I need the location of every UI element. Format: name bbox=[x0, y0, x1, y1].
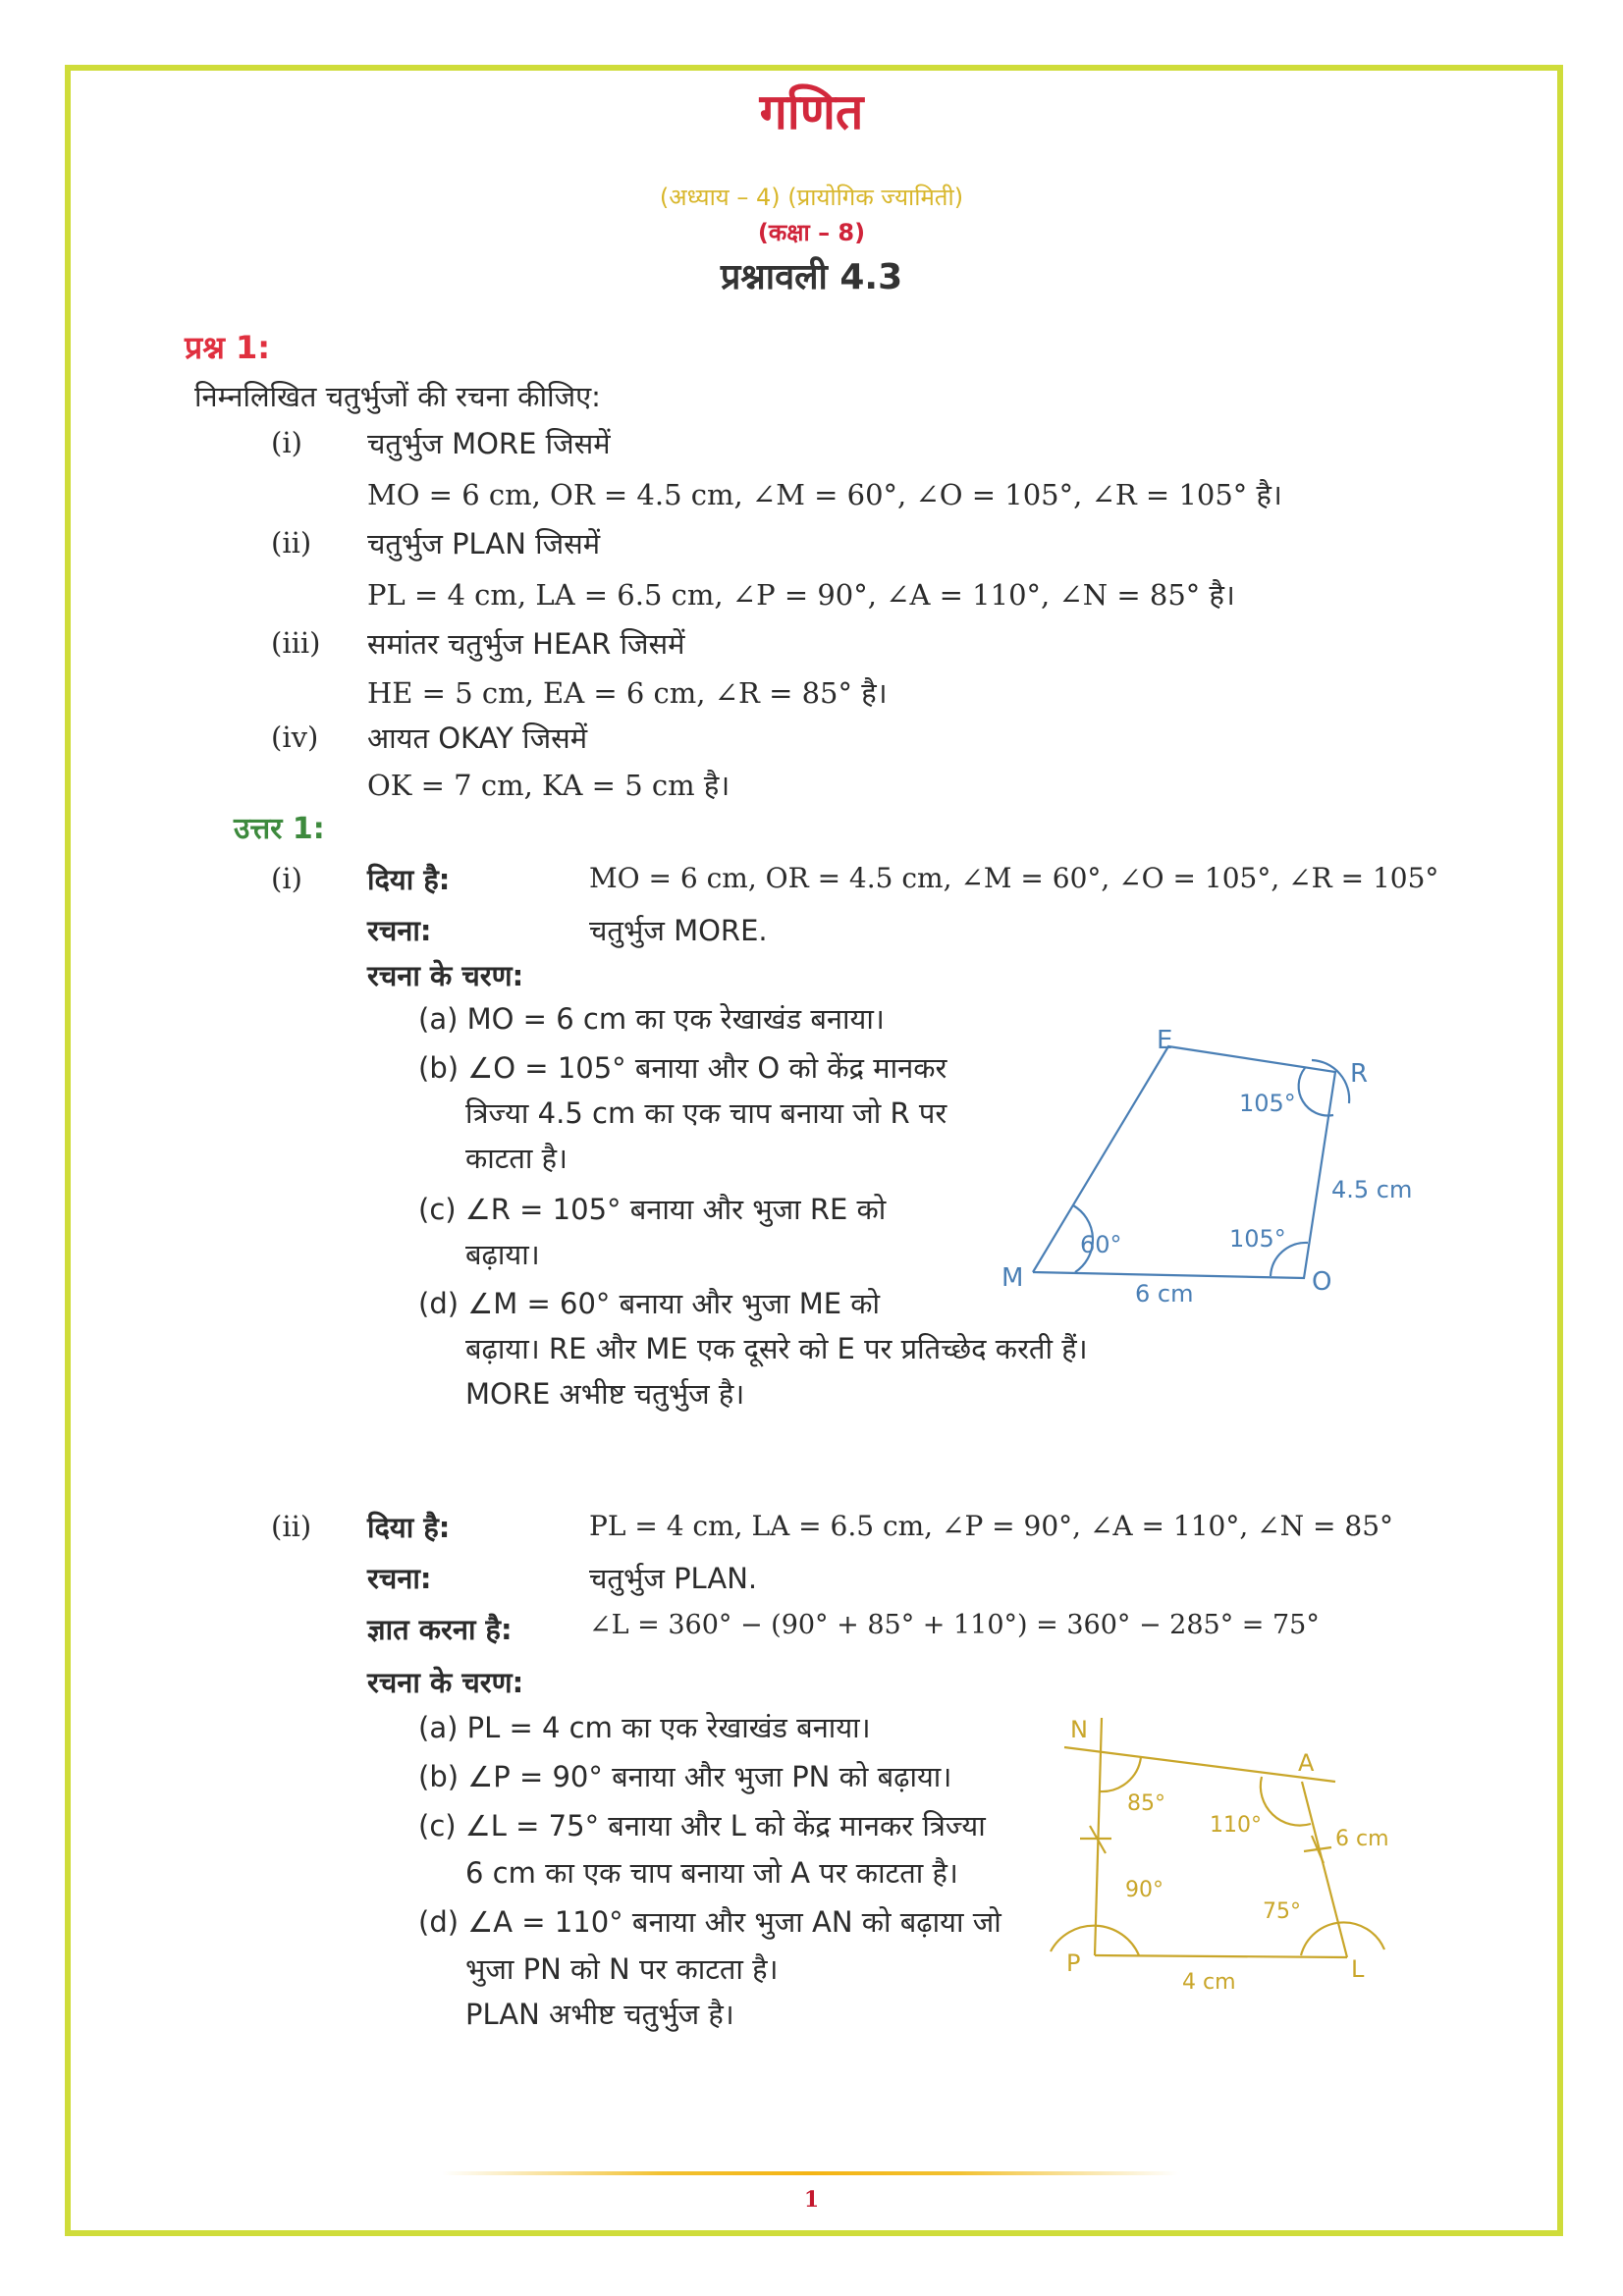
question-part-title: समांतर चतुर्भुज HEAR जिसमें bbox=[367, 627, 685, 661]
construction-value: चतुर्भुज PLAN. bbox=[589, 1562, 758, 1595]
question-part-title: चतुर्भुज MORE जिसमें bbox=[367, 427, 611, 460]
question-part-detail: HE = 5 cm, EA = 6 cm, ∠R = 85° है। bbox=[367, 676, 888, 710]
to-find-label: ज्ञात करना है: bbox=[367, 1613, 513, 1646]
answer-part-num: (i) bbox=[271, 862, 302, 895]
question-part-detail: PL = 4 cm, LA = 6.5 cm, ∠P = 90°, ∠A = 110°, ∠N = 85° है। bbox=[367, 578, 1235, 612]
construction-label: रचना: bbox=[367, 914, 432, 947]
construction-step: MORE अभीष्ट चतुर्भुज है। bbox=[465, 1377, 745, 1411]
chapter-subtitle: (अध्याय – 4) (प्रायोगिक ज्यामिती) bbox=[659, 184, 964, 211]
angle-label-n: 85° bbox=[1127, 1791, 1165, 1816]
side-label-la: 6 cm bbox=[1335, 1827, 1389, 1851]
vertex-label-l: L bbox=[1351, 1955, 1365, 1983]
steps-label: रचना के चरण: bbox=[367, 1666, 524, 1699]
answer-part-num: (ii) bbox=[271, 1510, 312, 1543]
question-heading: प्रश्न 1: bbox=[185, 329, 271, 366]
construction-step: (a) MO = 6 cm का एक रेखाखंड बनाया। bbox=[418, 1002, 885, 1036]
question-part-num: (ii) bbox=[271, 526, 312, 560]
class-label: (कक्षा – 8) bbox=[757, 219, 866, 246]
vertex-label-m: M bbox=[1001, 1263, 1024, 1293]
construction-step: (a) PL = 4 cm का एक रेखाखंड बनाया। bbox=[418, 1711, 871, 1744]
construction-step: (c) ∠R = 105° बनाया और भुजा RE को bbox=[418, 1193, 887, 1226]
given-value: PL = 4 cm, LA = 6.5 cm, ∠P = 90°, ∠A = 110°, ∠N = 85° bbox=[589, 1510, 1394, 1542]
vertex-label-p: P bbox=[1066, 1949, 1081, 1977]
question-part-num: (iv) bbox=[271, 721, 319, 754]
exercise-title: प्रश्नावली 4.3 bbox=[720, 257, 903, 297]
construction-label: रचना: bbox=[367, 1562, 432, 1595]
side-label-pl: 4 cm bbox=[1182, 1970, 1236, 1993]
to-find-value: ∠L = 360° − (90° + 85° + 110°) = 360° − 285° = 75° bbox=[589, 1610, 1320, 1640]
construction-step: बढ़ाया। RE और ME एक दूसरे को E पर प्रतिच्छेद करती हैं। bbox=[465, 1332, 1088, 1365]
construction-step: 6 cm का एक चाप बनाया जो A पर काटता है। bbox=[465, 1856, 958, 1890]
question-part-detail: MO = 6 cm, OR = 4.5 cm, ∠M = 60°, ∠O = 105°, ∠R = 105° है। bbox=[367, 478, 1282, 511]
angle-label-p: 90° bbox=[1125, 1878, 1163, 1902]
question-part-num: (iii) bbox=[271, 626, 321, 660]
angle-label-o: 105° bbox=[1229, 1225, 1286, 1253]
construction-step: (d) ∠A = 110° बनाया और भुजा AN को बढ़ाया जो bbox=[418, 1905, 1001, 1939]
angle-label-a: 110° bbox=[1210, 1813, 1262, 1838]
construction-step: PLAN अभीष्ट चतुर्भुज है। bbox=[465, 1998, 734, 2031]
steps-label: रचना के चरण: bbox=[367, 959, 524, 992]
side-label-mo: 6 cm bbox=[1135, 1280, 1194, 1306]
vertex-label-o: O bbox=[1312, 1267, 1332, 1297]
vertex-label-a: A bbox=[1298, 1749, 1315, 1777]
construction-step: (b) ∠O = 105° बनाया और O को केंद्र मानकर bbox=[418, 1051, 947, 1085]
vertex-label-e: E bbox=[1157, 1026, 1173, 1055]
construction-step: बढ़ाया। bbox=[465, 1238, 540, 1271]
construction-step: (c) ∠L = 75° बनाया और L को केंद्र मानकर त्रिज्या bbox=[418, 1809, 986, 1842]
question-part-detail: OK = 7 cm, KA = 5 cm है। bbox=[367, 769, 730, 802]
question-part-num: (i) bbox=[271, 426, 302, 459]
vertex-label-r: R bbox=[1350, 1059, 1369, 1089]
page-title: गणित bbox=[759, 83, 864, 140]
question-part-title: चतुर्भुज PLAN जिसमें bbox=[367, 527, 601, 561]
figure-quadrilateral-plan bbox=[1041, 1698, 1414, 1993]
construction-step: (d) ∠M = 60° बनाया और भुजा ME को bbox=[418, 1287, 881, 1320]
construction-value: चतुर्भुज MORE. bbox=[589, 914, 768, 947]
angle-label-r: 105° bbox=[1239, 1090, 1296, 1117]
page-number: 1 bbox=[803, 2187, 820, 2213]
figure-quadrilateral-more bbox=[982, 1011, 1443, 1306]
construction-step: त्रिज्या 4.5 cm का एक चाप बनाया जो R पर bbox=[465, 1096, 947, 1130]
given-label: दिया है: bbox=[367, 863, 451, 896]
footer-divider bbox=[442, 2171, 1178, 2175]
construction-step: (b) ∠P = 90° बनाया और भुजा PN को बढ़ाया। bbox=[418, 1760, 952, 1793]
question-intro: निम्नलिखित चतुर्भुजों की रचना कीजिए: bbox=[194, 380, 601, 413]
construction-step: भुजा PN को N पर काटता है। bbox=[465, 1952, 779, 1986]
answer-heading: उत्तर 1: bbox=[234, 812, 325, 846]
construction-step: काटता है। bbox=[465, 1142, 568, 1175]
given-label: दिया है: bbox=[367, 1511, 451, 1544]
angle-label-m: 60° bbox=[1080, 1231, 1122, 1258]
vertex-label-n: N bbox=[1070, 1716, 1088, 1743]
angle-label-l: 75° bbox=[1263, 1899, 1301, 1924]
given-value: MO = 6 cm, OR = 4.5 cm, ∠M = 60°, ∠O = 105°, ∠R = 105° bbox=[589, 862, 1439, 894]
side-label-or: 4.5 cm bbox=[1331, 1176, 1413, 1203]
question-part-title: आयत OKAY जिसमें bbox=[367, 721, 588, 755]
